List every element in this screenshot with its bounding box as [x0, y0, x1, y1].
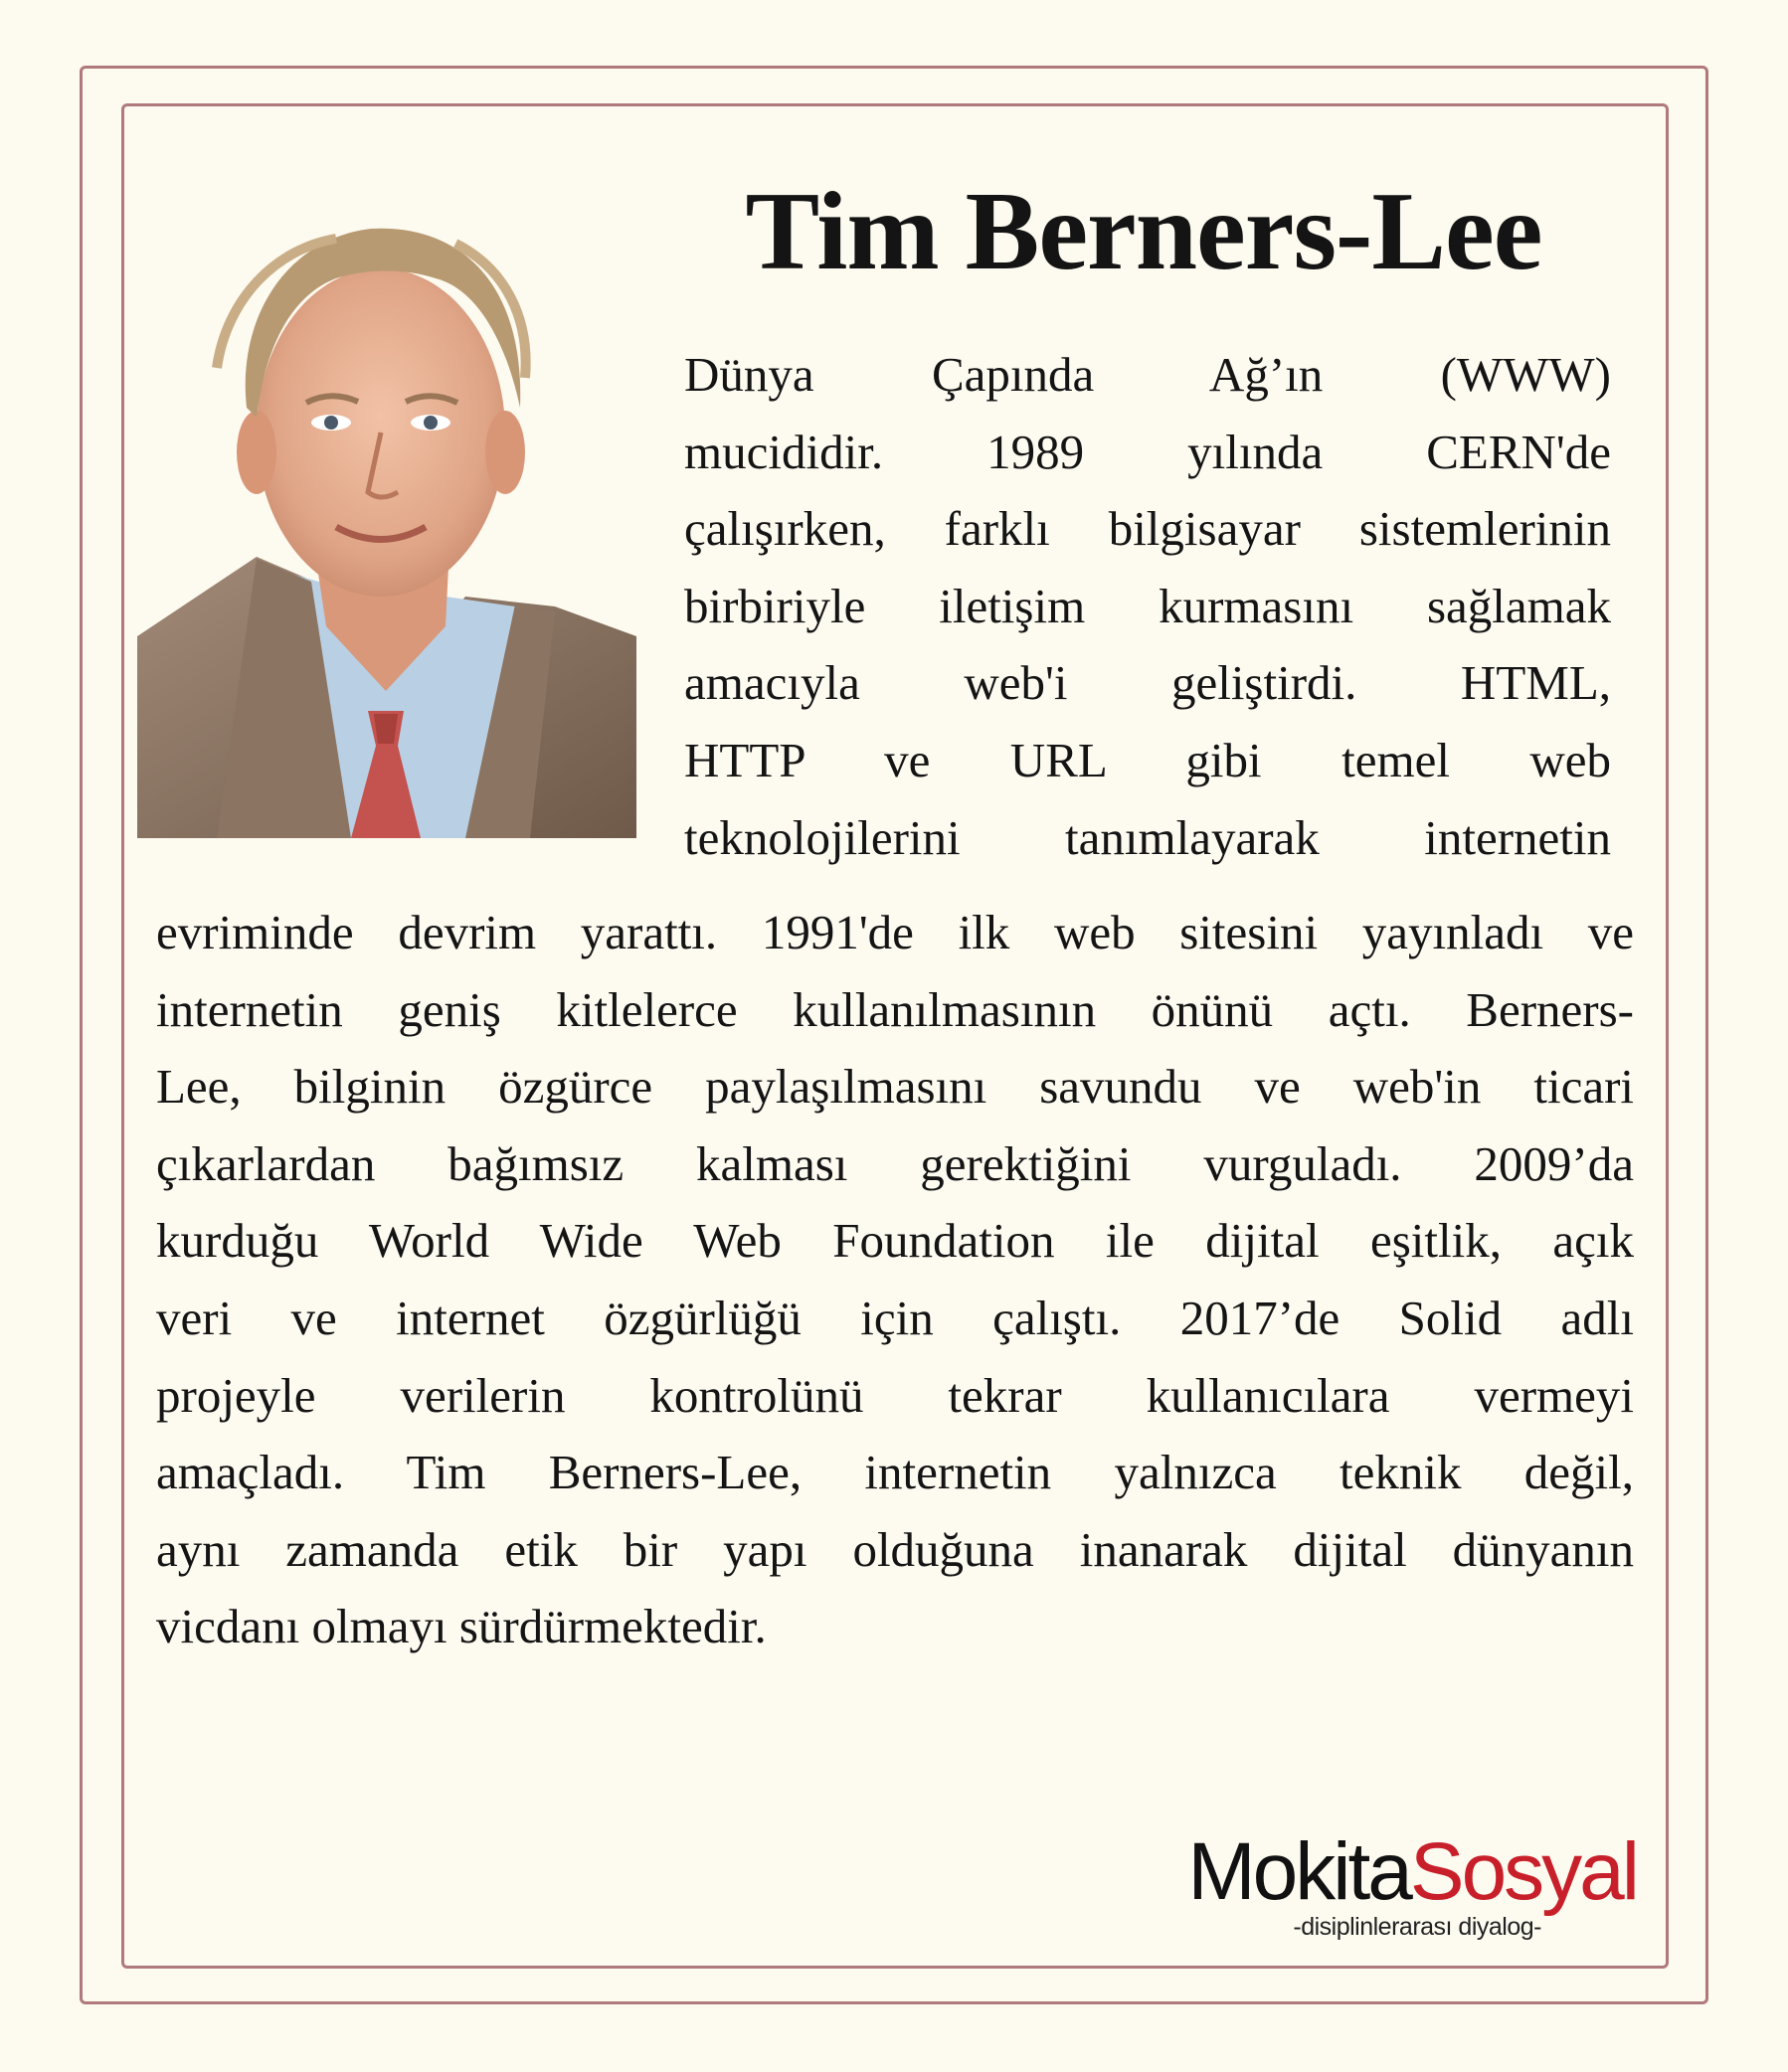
text-line: Lee, bilginin özgürce paylaşılmasını savundu ve web'in ticari [156, 1059, 1634, 1115]
page-title: Tim Berners-Lee [745, 170, 1542, 293]
text-line: veri ve internet özgürlüğü için çalıştı. 2017’de Solid adlı [156, 1290, 1634, 1345]
intro-paragraph [684, 336, 1611, 876]
text-line: çalışırken, farklı bilgisayar sistemlerinin [684, 501, 1611, 557]
text-line: evriminde devrim yarattı. 1991'de ilk web sitesini yayınladı ve [156, 905, 1634, 959]
text-line: birbiriyle iletişim kurmasını sağlamak [684, 578, 1611, 633]
text-line: teknolojilerini tanımlayarak internetin [684, 809, 1611, 865]
text-line: internetin geniş kitlelerce kullanılmasının önünü açtı. Berners- [156, 981, 1634, 1037]
logo-wordmark [1187, 1827, 1637, 1917]
logo-part-mokita: Mokita [1187, 1826, 1410, 1917]
text-line: Dünya Çapında Ağ’ın (WWW) [684, 347, 1611, 402]
text-line: HTTP ve URL gibi temel web [684, 732, 1611, 787]
text-line: amaçladı. Tim Berners-Lee, internetin yalnızca teknik değil, [156, 1445, 1634, 1500]
text-line: mucididir. 1989 yılında CERN'de [684, 424, 1611, 479]
text-line: projeyle verilerin kontrolünü tekrar kullanıcılara vermeyi [156, 1367, 1634, 1423]
text-line: aynı zamanda etik bir yapı olduğuna inanarak dijital dünyanın [156, 1521, 1634, 1577]
text-line: kurduğu World Wide Web Foundation ile dijital eşitlik, açık [156, 1213, 1634, 1269]
portrait-photo [137, 169, 636, 838]
text-line: çıkarlardan bağımsız kalması gerektiğini vurguladı. 2009’da [156, 1135, 1634, 1191]
logo-part-sosyal: Sosyal [1409, 1826, 1637, 1917]
logo-tagline: -disiplinlerarası diyalog- [1293, 1913, 1541, 1941]
body-paragraph [156, 894, 1634, 1665]
brand-logo [1187, 1826, 1637, 1941]
text-line: amacıyla web'i geliştirdi. HTML, [684, 655, 1611, 711]
text-line: vicdanı olmayı sürdürmektedir. [156, 1599, 767, 1654]
